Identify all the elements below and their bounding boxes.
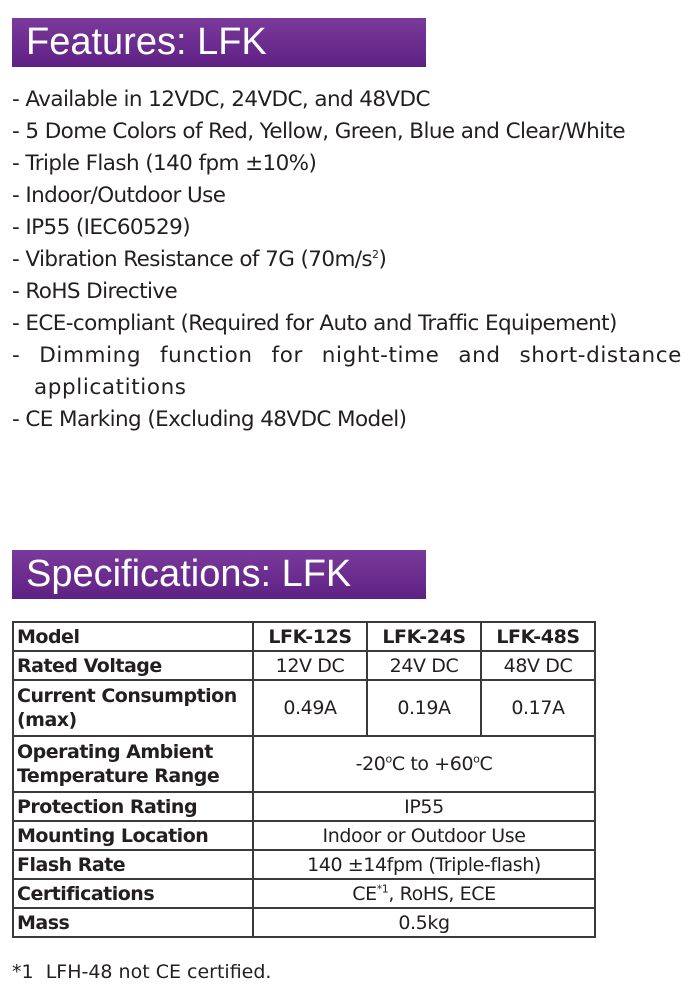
model-header: LFK-24S (367, 622, 481, 651)
specifications-table (12, 621, 596, 938)
table-cell (253, 736, 595, 792)
table-row-mounting (13, 821, 595, 850)
cell-text: C (479, 753, 493, 775)
feature-item: - ECE-compliant (Required for Auto and Traffic Equipement) (12, 311, 617, 336)
table-cell: 48V DC (481, 651, 595, 680)
table-cell: 0.17A (481, 680, 595, 736)
feature-text-continuation: applicatitions (34, 375, 187, 400)
cell-text: C to +60 (391, 753, 474, 775)
table-cell: 0.19A (367, 680, 481, 736)
feature-item: - RoHS Directive (12, 279, 178, 304)
table-row-certifications (13, 879, 595, 908)
table-cell: IP55 (253, 792, 595, 821)
model-header: LFK-12S (253, 622, 367, 651)
superscript: 2 (372, 247, 379, 261)
features-heading: Features: LFK (12, 18, 426, 67)
table-cell: 0.5kg (253, 908, 595, 937)
table-cell: 140 ±14fpm (Triple-flash) (253, 850, 595, 879)
cell-text: -20 (355, 753, 386, 775)
feature-item: - 5 Dome Colors of Red, Yellow, Green, Blue and Clear/White (12, 119, 625, 144)
feature-text: ) (378, 247, 387, 272)
table-cell: 12V DC (253, 651, 367, 680)
table-row-current (13, 680, 595, 736)
footnote (12, 959, 271, 985)
row-label (13, 736, 253, 792)
row-label (13, 680, 253, 736)
feature-text: - Dimming function for night-time and short-distance (12, 343, 682, 368)
table-row-mass (13, 908, 595, 937)
row-label: Protection Rating (13, 792, 253, 821)
feature-item: - Triple Flash (140 fpm ±10%) (12, 151, 317, 176)
table-cell: 24V DC (367, 651, 481, 680)
row-label: Mass (13, 908, 253, 937)
table-row-rated-voltage (13, 651, 595, 680)
feature-item: - CE Marking (Excluding 48VDC Model) (12, 407, 407, 432)
label-line: Operating Ambient (17, 741, 213, 763)
row-label: Mounting Location (13, 821, 253, 850)
table-row-temperature (13, 736, 595, 792)
degree-sign: o (473, 752, 480, 766)
table-row-flash-rate (13, 850, 595, 879)
row-label: Model (13, 622, 253, 651)
feature-text: - Vibration Resistance of 7G (70m/s (12, 247, 373, 272)
features-list (12, 84, 682, 436)
cell-text: CE (352, 882, 377, 905)
table-cell: Indoor or Outdoor Use (253, 821, 595, 850)
row-label: Flash Rate (13, 850, 253, 879)
feature-item: - Indoor/Outdoor Use (12, 183, 226, 208)
degree-sign: o (385, 752, 392, 766)
feature-item: - Available in 12VDC, 24VDC, and 48VDC (12, 87, 430, 112)
feature-item-vibration (12, 244, 682, 276)
table-cell: 0.49A (253, 680, 367, 736)
feature-item-dimming (12, 340, 682, 404)
footnote-ref: *1 (376, 882, 389, 896)
label-line: Current Consumption (17, 685, 237, 707)
footnote-text: LFH-48 not CE certified. (45, 961, 272, 983)
feature-item: - IP55 (IEC60529) (12, 215, 190, 240)
cell-text: , RoHS, ECE (388, 882, 496, 905)
row-label: Rated Voltage (13, 651, 253, 680)
table-row-protection (13, 792, 595, 821)
table-cell (253, 879, 595, 908)
row-label: Certifications (13, 879, 253, 908)
label-line: (max) (17, 709, 77, 731)
specifications-heading: Specifications: LFK (12, 550, 426, 599)
model-header: LFK-48S (481, 622, 595, 651)
footnote-marker: *1 (12, 961, 34, 983)
table-row-model (13, 622, 595, 651)
label-line: Temperature Range (17, 765, 220, 787)
